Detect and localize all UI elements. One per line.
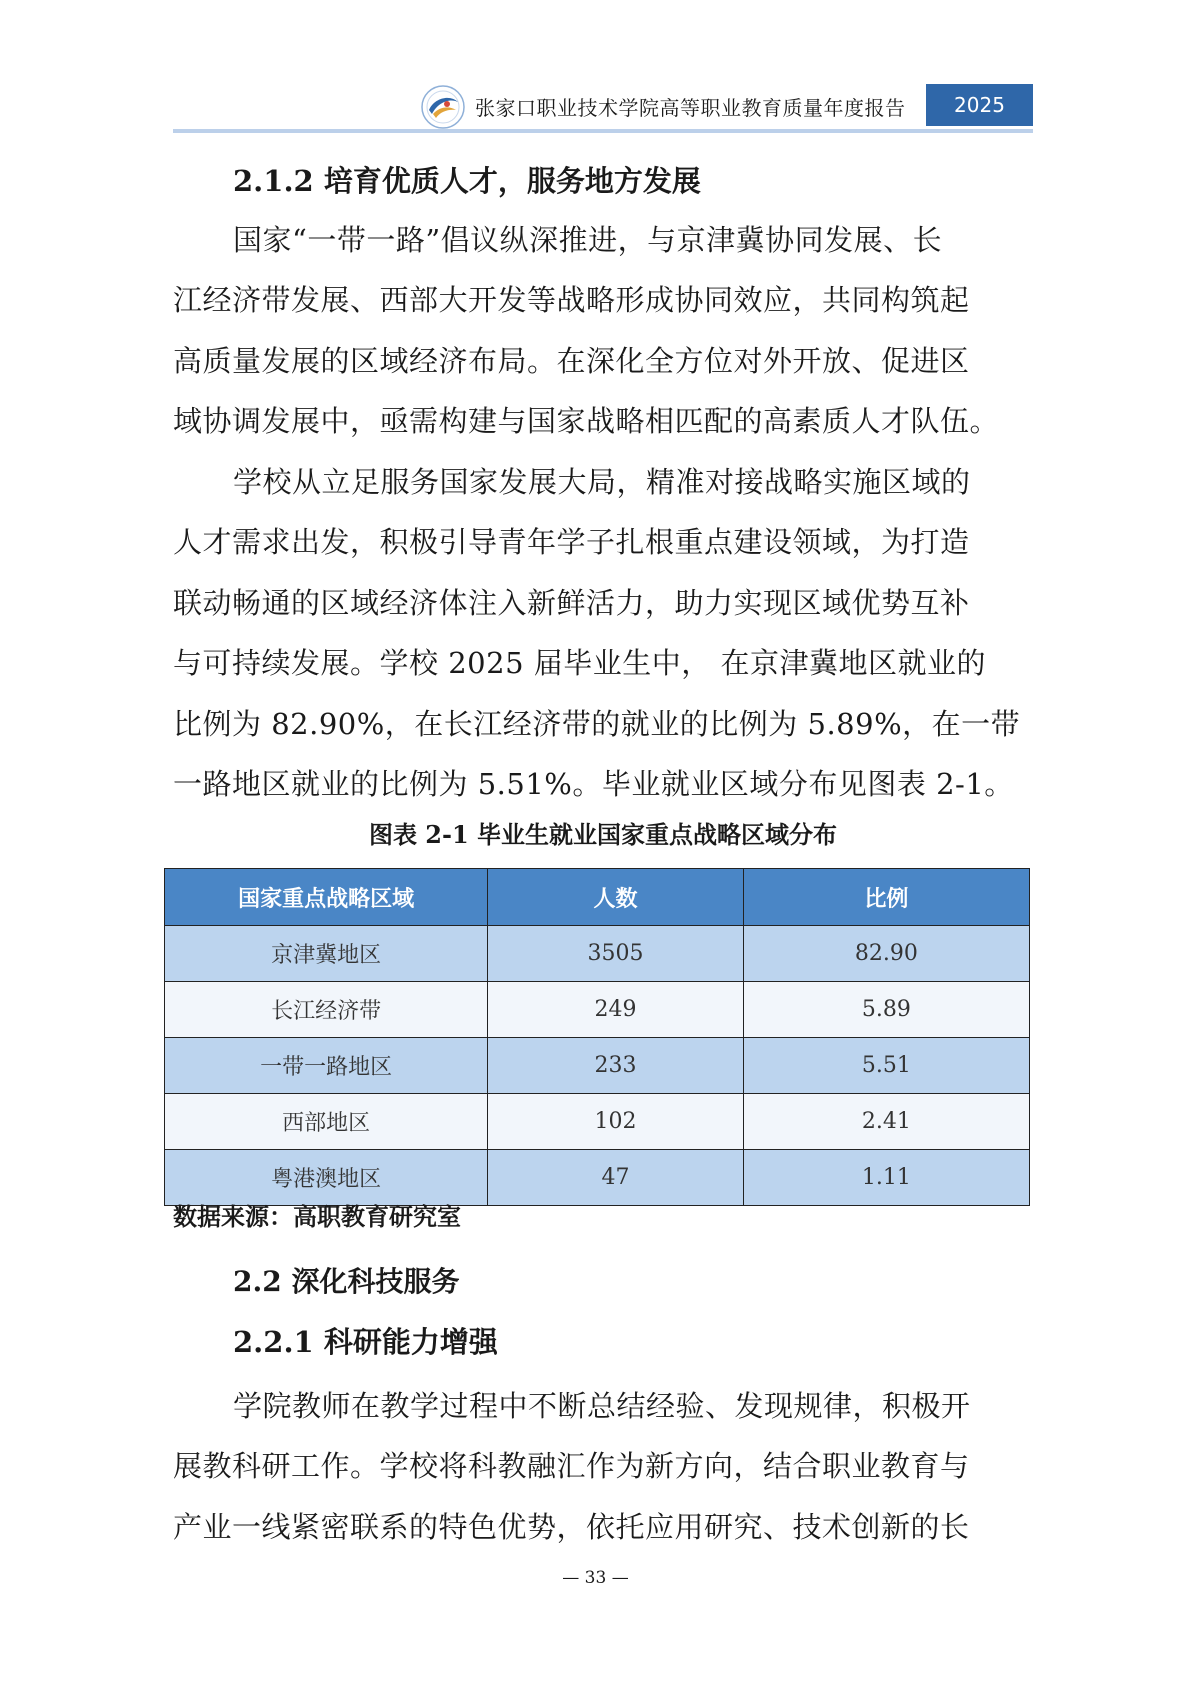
paragraph-national-strategy — [173, 210, 1033, 452]
cell-count: 3505 — [488, 926, 743, 982]
cell-count: 233 — [488, 1038, 743, 1094]
cell-region: 粤港澳地区 — [165, 1150, 488, 1206]
table-row — [165, 1150, 1030, 1206]
text-line: 高质量发展的区域经济布局。在深化全方位对外开放、促进区 — [173, 343, 970, 378]
year-badge: 2025 — [926, 84, 1033, 126]
text-line: 国家“一带一路”倡议纵深推进，与京津冀协同发展、长 — [233, 223, 943, 257]
table-caption: 图表 2-1 毕业生就业国家重点战略区域分布 — [368, 820, 838, 849]
text-line: 比例为 82.90%，在长江经济带的就业的比例为 5.89%，在一带 — [173, 706, 1021, 741]
table-row — [165, 982, 1030, 1038]
text-line: 产业一线紧密联系的特色优势，依托应用研究、技术创新的长 — [173, 1509, 970, 1544]
cell-count: 102 — [488, 1094, 743, 1150]
cell-region: 长江经济带 — [165, 982, 488, 1038]
cell-region: 一带一路地区 — [165, 1038, 488, 1094]
section-heading-2-2: 2.2 深化科技服务 — [233, 1265, 460, 1298]
section-heading-2-2-1: 2.2.1 科研能力增强 — [233, 1325, 498, 1359]
paragraph-employment-regions — [173, 452, 1033, 814]
school-logo-icon — [420, 84, 466, 130]
text-line: 人才需求出发，积极引导青年学子扎根重点建设领域，为打造 — [173, 525, 970, 560]
cell-ratio: 2.41 — [743, 1094, 1029, 1150]
table-row — [165, 926, 1030, 982]
section-heading-2-1-2: 2.1.2 培育优质人才，服务地方发展 — [233, 164, 701, 198]
column-header-count: 人数 — [488, 869, 743, 926]
text-line: 联动畅通的区域经济体注入新鲜活力，助力实现区域优势互补 — [173, 585, 970, 620]
cell-region: 京津冀地区 — [165, 926, 488, 982]
cell-ratio: 5.51 — [743, 1038, 1029, 1094]
text-line: 展教科研工作。学校将科教融汇作为新方向，结合职业教育与 — [173, 1449, 970, 1484]
table-row — [165, 1038, 1030, 1094]
table-source: 数据来源：高职教育研究室 — [173, 1202, 461, 1231]
column-header-ratio: 比例 — [743, 869, 1029, 926]
column-header-region: 国家重点战略区域 — [165, 869, 488, 926]
cell-ratio: 5.89 — [743, 982, 1029, 1038]
paragraph-research — [173, 1376, 1033, 1557]
cell-region: 西部地区 — [165, 1094, 488, 1150]
employment-region-table — [164, 868, 1030, 1206]
text-line: 域协调发展中，亟需构建与国家战略相匹配的高素质人才队伍。 — [173, 404, 1000, 439]
cell-count: 249 — [488, 982, 743, 1038]
report-title: 张家口职业技术学院高等职业教育质量年度报告 — [475, 96, 906, 120]
cell-count: 47 — [488, 1150, 743, 1206]
table-row — [165, 1094, 1030, 1150]
text-line: 与可持续发展。学校 2025 届毕业生中， 在京津冀地区就业的 — [173, 646, 986, 681]
text-line: 江经济带发展、西部大开发等战略形成协同效应，共同构筑起 — [173, 283, 970, 318]
text-line: 一路地区就业的比例为 5.51%。毕业就业区域分布见图表 2-1。 — [173, 766, 1014, 801]
cell-ratio: 1.11 — [743, 1150, 1029, 1206]
cell-ratio: 82.90 — [743, 926, 1029, 982]
header-divider — [173, 129, 1033, 133]
page-number: — 33 — — [562, 1568, 629, 1588]
text-line: 学院教师在教学过程中不断总结经验、发现规律，积极开 — [233, 1389, 971, 1423]
text-line: 学校从立足服务国家发展大局，精准对接战略实施区域的 — [233, 465, 971, 499]
table-header-row — [165, 869, 1030, 926]
page-header — [173, 82, 1033, 134]
